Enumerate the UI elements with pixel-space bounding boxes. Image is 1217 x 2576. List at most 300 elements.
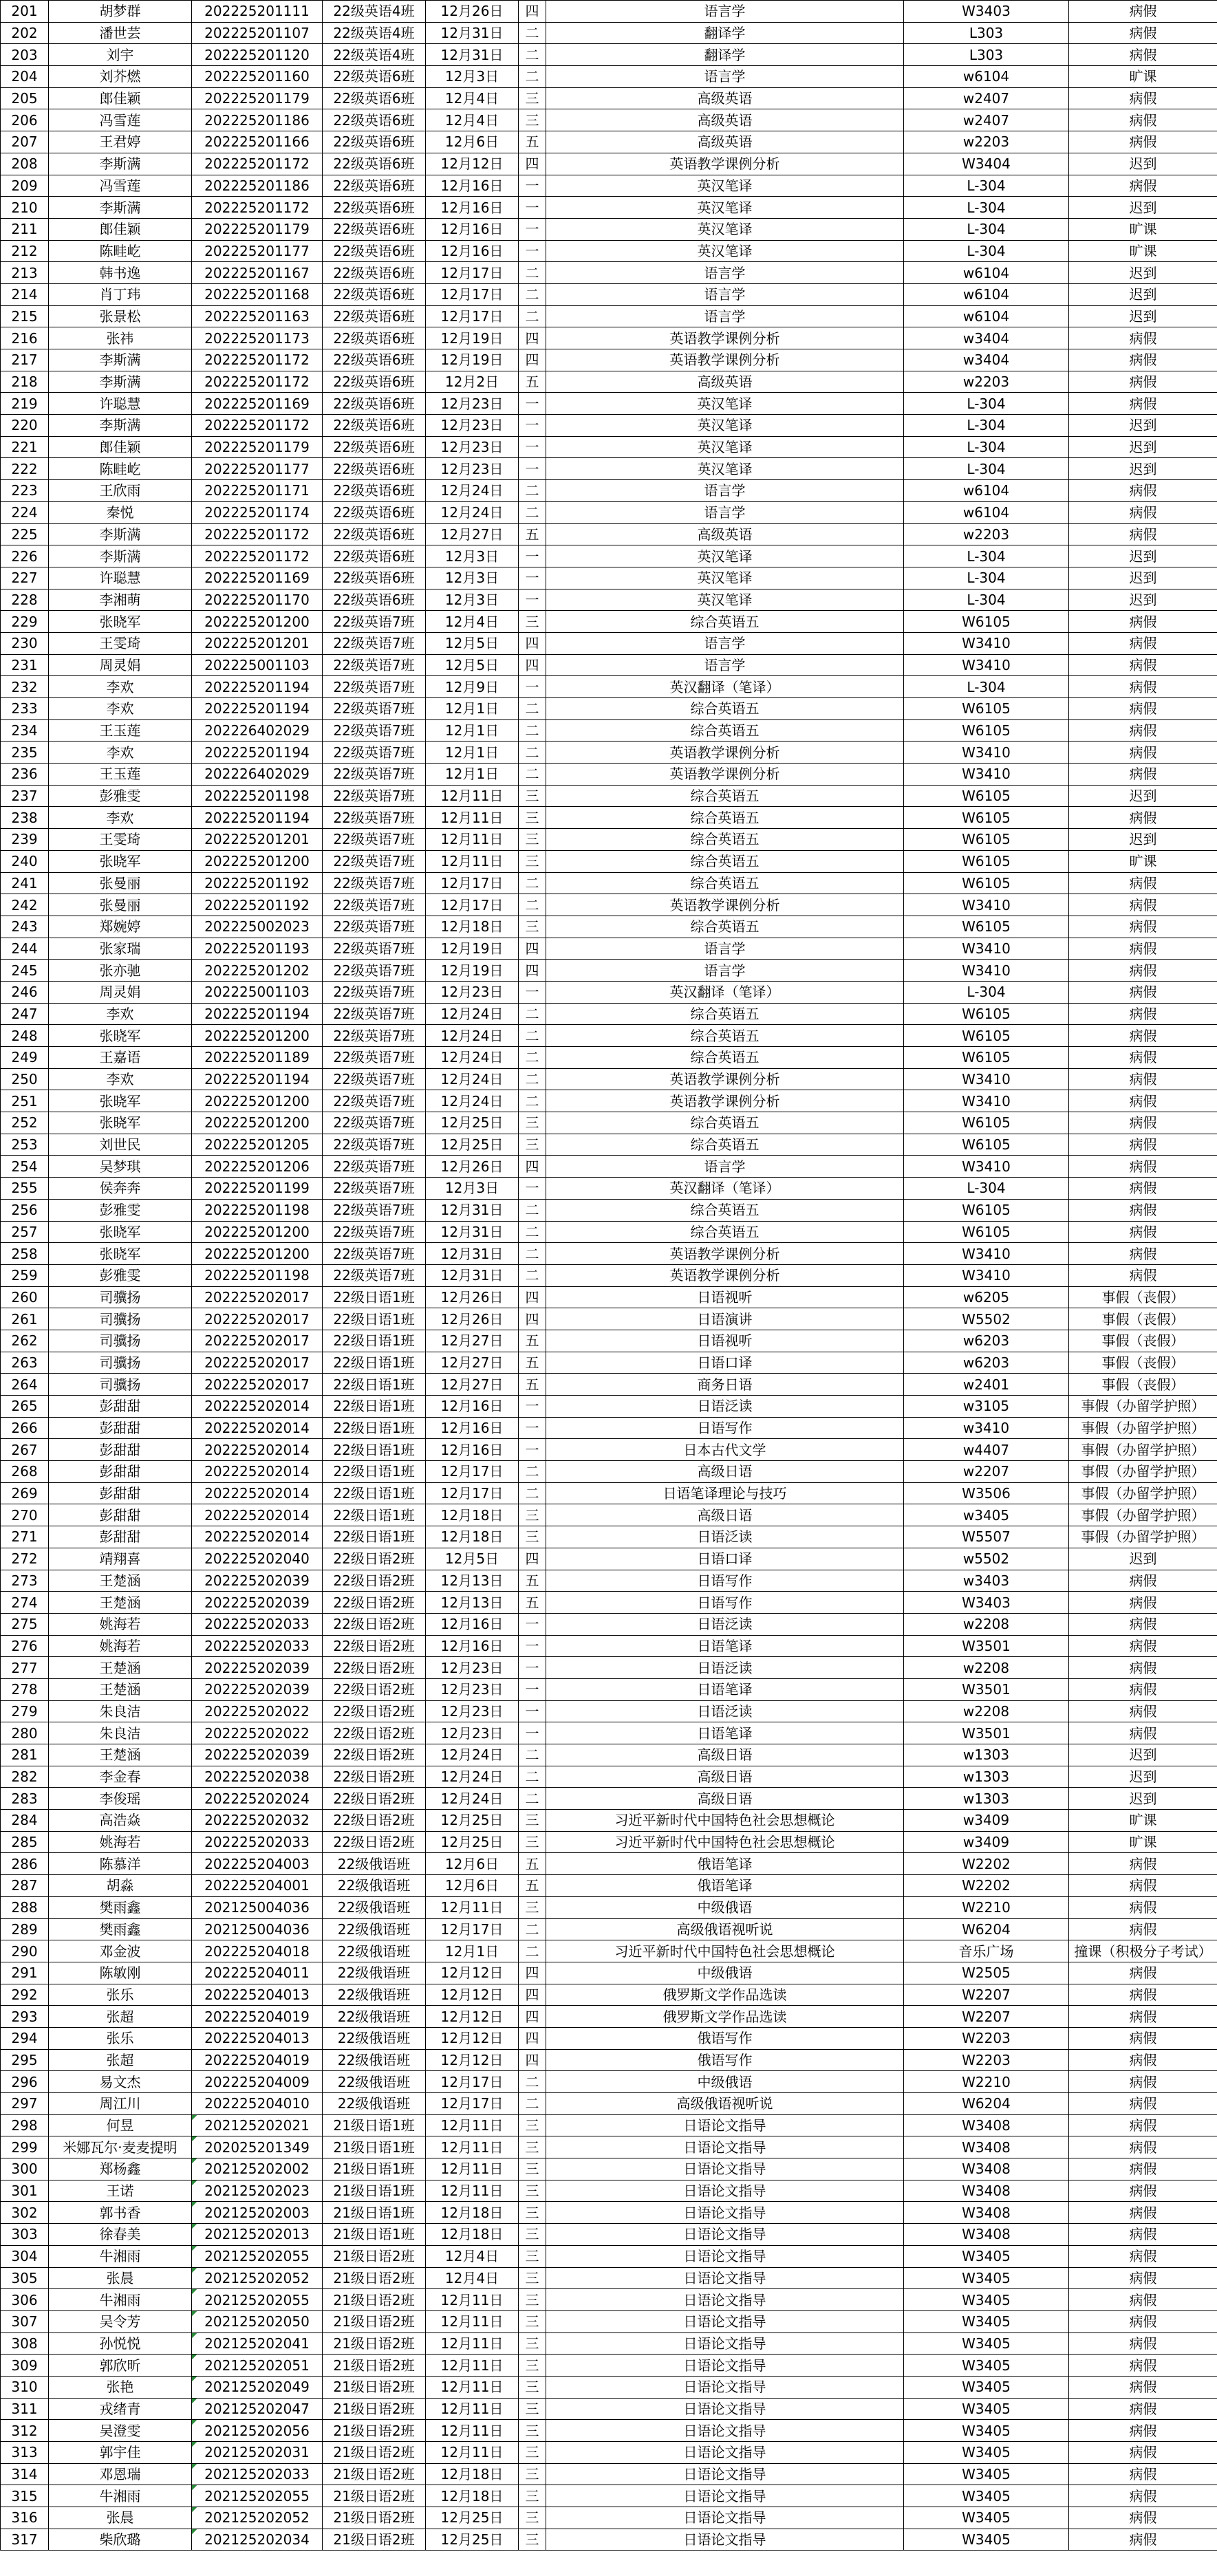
student-name[interactable]: 韩书逸 xyxy=(49,262,192,284)
weekday[interactable]: 二 xyxy=(519,872,546,894)
absence-type[interactable]: 病假 xyxy=(1069,2463,1217,2485)
row-number[interactable]: 271 xyxy=(1,1526,49,1548)
course-name[interactable]: 高级日语 xyxy=(546,1461,904,1483)
weekday[interactable]: 三 xyxy=(519,2442,546,2464)
absence-date[interactable]: 12月24日 xyxy=(426,480,519,502)
weekday[interactable]: 三 xyxy=(519,2485,546,2507)
student-id[interactable]: 202225201198 xyxy=(192,1199,323,1221)
row-number[interactable]: 215 xyxy=(1,305,49,327)
student-id[interactable]: 202225201198 xyxy=(192,1264,323,1286)
course-name[interactable]: 日语论文指导 xyxy=(546,2333,904,2355)
absence-date[interactable]: 12月2日 xyxy=(426,371,519,393)
absence-type[interactable]: 病假 xyxy=(1069,2529,1217,2551)
class-name[interactable]: 22级俄语班 xyxy=(323,1875,426,1897)
student-id[interactable]: 202125004036 xyxy=(192,1918,323,1940)
student-id[interactable]: 202225202039 xyxy=(192,1744,323,1766)
student-id[interactable]: 202125202034 xyxy=(192,2529,323,2551)
class-name[interactable]: 22级日语2班 xyxy=(323,1766,426,1788)
student-id[interactable]: 202225201177 xyxy=(192,240,323,262)
course-name[interactable]: 英汉翻译（笔译） xyxy=(546,1178,904,1200)
classroom[interactable]: w3105 xyxy=(904,1396,1069,1418)
absence-type[interactable]: 病假 xyxy=(1069,2376,1217,2398)
absence-date[interactable]: 12月31日 xyxy=(426,1221,519,1243)
row-number[interactable]: 245 xyxy=(1,960,49,982)
student-id[interactable]: 202225202014 xyxy=(192,1461,323,1483)
weekday[interactable]: 四 xyxy=(519,632,546,654)
student-id[interactable]: 202125202052 xyxy=(192,2507,323,2529)
absence-type[interactable]: 迟到 xyxy=(1069,1744,1217,1766)
student-id[interactable]: 202225204001 xyxy=(192,1875,323,1897)
classroom[interactable]: W3405 xyxy=(904,2463,1069,2485)
course-name[interactable]: 英语教学课例分析 xyxy=(546,742,904,764)
row-number[interactable]: 212 xyxy=(1,240,49,262)
absence-type[interactable]: 病假 xyxy=(1069,2333,1217,2355)
classroom[interactable]: w3405 xyxy=(904,1504,1069,1526)
absence-type[interactable]: 病假 xyxy=(1069,742,1217,764)
absence-date[interactable]: 12月6日 xyxy=(426,1875,519,1897)
student-name[interactable]: 靖翔喜 xyxy=(49,1548,192,1570)
student-id[interactable]: 202225204018 xyxy=(192,1940,323,1962)
student-name[interactable]: 许聪慧 xyxy=(49,393,192,415)
student-id[interactable]: 202225201194 xyxy=(192,698,323,720)
absence-date[interactable]: 12月9日 xyxy=(426,676,519,698)
absence-date[interactable]: 12月4日 xyxy=(426,2245,519,2267)
absence-type[interactable]: 病假 xyxy=(1069,2245,1217,2267)
course-name[interactable]: 英汉笔译 xyxy=(546,218,904,240)
absence-date[interactable]: 12月11日 xyxy=(426,850,519,872)
student-id[interactable]: 202225201186 xyxy=(192,109,323,131)
weekday[interactable]: 三 xyxy=(519,850,546,872)
student-name[interactable]: 张乐 xyxy=(49,2027,192,2049)
absence-date[interactable]: 12月11日 xyxy=(426,2180,519,2202)
weekday[interactable]: 二 xyxy=(519,1788,546,1810)
absence-type[interactable]: 病假 xyxy=(1069,393,1217,415)
absence-date[interactable]: 12月27日 xyxy=(426,1330,519,1352)
class-name[interactable]: 22级日语1班 xyxy=(323,1439,426,1461)
student-name[interactable]: 彭甜甜 xyxy=(49,1461,192,1483)
weekday[interactable]: 一 xyxy=(519,1613,546,1635)
class-name[interactable]: 22级俄语班 xyxy=(323,1940,426,1962)
student-name[interactable]: 孙悦悦 xyxy=(49,2333,192,2355)
absence-type[interactable]: 病假 xyxy=(1069,632,1217,654)
row-number[interactable]: 266 xyxy=(1,1417,49,1439)
class-name[interactable]: 22级俄语班 xyxy=(323,2049,426,2071)
row-number[interactable]: 224 xyxy=(1,501,49,523)
student-name[interactable]: 郎佳颖 xyxy=(49,87,192,109)
classroom[interactable]: W3405 xyxy=(904,2485,1069,2507)
absence-type[interactable]: 病假 xyxy=(1069,1068,1217,1090)
student-id[interactable]: 202225201194 xyxy=(192,1003,323,1025)
classroom[interactable]: L-304 xyxy=(904,458,1069,480)
student-name[interactable]: 王嘉语 xyxy=(49,1047,192,1069)
classroom[interactable]: W2207 xyxy=(904,2006,1069,2028)
student-id[interactable]: 202225202014 xyxy=(192,1482,323,1504)
class-name[interactable]: 22级英语7班 xyxy=(323,1178,426,1200)
student-name[interactable]: 张晓军 xyxy=(49,1090,192,1112)
class-name[interactable]: 21级日语2班 xyxy=(323,2267,426,2289)
course-name[interactable]: 英语教学课例分析 xyxy=(546,327,904,349)
classroom[interactable]: W6204 xyxy=(904,1918,1069,1940)
absence-date[interactable]: 12月16日 xyxy=(426,240,519,262)
row-number[interactable]: 298 xyxy=(1,2114,49,2136)
absence-date[interactable]: 12月17日 xyxy=(426,1461,519,1483)
student-id[interactable]: 202225201200 xyxy=(192,1025,323,1047)
classroom[interactable]: W3408 xyxy=(904,2136,1069,2158)
weekday[interactable]: 四 xyxy=(519,1962,546,1984)
student-id[interactable]: 202225201194 xyxy=(192,742,323,764)
student-id[interactable]: 202125202049 xyxy=(192,2376,323,2398)
classroom[interactable]: W2202 xyxy=(904,1853,1069,1875)
row-number[interactable]: 305 xyxy=(1,2267,49,2289)
absence-type[interactable]: 事假（办留学护照） xyxy=(1069,1482,1217,1504)
class-name[interactable]: 22级英语7班 xyxy=(323,611,426,633)
class-name[interactable]: 21级日语2班 xyxy=(323,2289,426,2311)
student-id[interactable]: 202225201120 xyxy=(192,44,323,66)
classroom[interactable]: W6105 xyxy=(904,611,1069,633)
student-name[interactable]: 牛湘雨 xyxy=(49,2485,192,2507)
absence-date[interactable]: 12月31日 xyxy=(426,22,519,44)
classroom[interactable]: w3409 xyxy=(904,1831,1069,1853)
absence-date[interactable]: 12月16日 xyxy=(426,1439,519,1461)
student-name[interactable]: 戎绪青 xyxy=(49,2398,192,2420)
class-name[interactable]: 21级日语1班 xyxy=(323,2114,426,2136)
classroom[interactable]: W3404 xyxy=(904,153,1069,175)
classroom[interactable]: L303 xyxy=(904,44,1069,66)
weekday[interactable]: 一 xyxy=(519,589,546,611)
classroom[interactable]: W3410 xyxy=(904,632,1069,654)
course-name[interactable]: 日语论文指导 xyxy=(546,2114,904,2136)
absence-date[interactable]: 12月25日 xyxy=(426,2507,519,2529)
student-name[interactable]: 潘世芸 xyxy=(49,22,192,44)
class-name[interactable]: 22级英语7班 xyxy=(323,1156,426,1178)
classroom[interactable]: W2210 xyxy=(904,2071,1069,2093)
course-name[interactable]: 英汉翻译（笔译） xyxy=(546,981,904,1003)
row-number[interactable]: 261 xyxy=(1,1308,49,1330)
row-number[interactable]: 267 xyxy=(1,1439,49,1461)
weekday[interactable]: 二 xyxy=(519,1264,546,1286)
absence-type[interactable]: 迟到 xyxy=(1069,829,1217,851)
absence-date[interactable]: 12月24日 xyxy=(426,1025,519,1047)
absence-date[interactable]: 12月27日 xyxy=(426,523,519,545)
absence-date[interactable]: 12月19日 xyxy=(426,938,519,960)
row-number[interactable]: 281 xyxy=(1,1744,49,1766)
row-number[interactable]: 306 xyxy=(1,2289,49,2311)
weekday[interactable]: 一 xyxy=(519,1700,546,1722)
classroom[interactable]: W3501 xyxy=(904,1635,1069,1657)
weekday[interactable]: 三 xyxy=(519,2267,546,2289)
classroom[interactable]: L-304 xyxy=(904,240,1069,262)
course-name[interactable]: 日语论文指导 xyxy=(546,2355,904,2377)
student-name[interactable]: 吴梦琪 xyxy=(49,1156,192,1178)
student-name[interactable]: 李金春 xyxy=(49,1766,192,1788)
classroom[interactable]: L-304 xyxy=(904,436,1069,458)
course-name[interactable]: 日语论文指导 xyxy=(546,2158,904,2180)
student-name[interactable]: 米娜瓦尔·麦麦提明 xyxy=(49,2136,192,2158)
class-name[interactable]: 22级日语2班 xyxy=(323,1657,426,1679)
weekday[interactable]: 四 xyxy=(519,153,546,175)
absence-date[interactable]: 12月12日 xyxy=(426,1962,519,1984)
class-name[interactable]: 22级日语1班 xyxy=(323,1482,426,1504)
student-id[interactable]: 202225201200 xyxy=(192,1243,323,1265)
absence-date[interactable]: 12月16日 xyxy=(426,175,519,197)
course-name[interactable]: 语言学 xyxy=(546,1,904,23)
classroom[interactable]: W3405 xyxy=(904,2442,1069,2464)
absence-date[interactable]: 12月26日 xyxy=(426,1308,519,1330)
class-name[interactable]: 22级日语1班 xyxy=(323,1352,426,1374)
weekday[interactable]: 三 xyxy=(519,2463,546,2485)
course-name[interactable]: 英汉笔译 xyxy=(546,393,904,415)
student-name[interactable]: 李欢 xyxy=(49,807,192,829)
absence-type[interactable]: 病假 xyxy=(1069,371,1217,393)
absence-type[interactable]: 病假 xyxy=(1069,349,1217,371)
absence-date[interactable]: 12月3日 xyxy=(426,589,519,611)
course-name[interactable]: 综合英语五 xyxy=(546,872,904,894)
student-id[interactable]: 202225204013 xyxy=(192,1984,323,2006)
classroom[interactable]: w3404 xyxy=(904,327,1069,349)
classroom[interactable]: L-304 xyxy=(904,567,1069,589)
student-id[interactable]: 202225202038 xyxy=(192,1766,323,1788)
row-number[interactable]: 291 xyxy=(1,1962,49,1984)
classroom[interactable]: W6105 xyxy=(904,698,1069,720)
absence-date[interactable]: 12月11日 xyxy=(426,2398,519,2420)
class-name[interactable]: 22级英语7班 xyxy=(323,1003,426,1025)
classroom[interactable]: W3403 xyxy=(904,1,1069,23)
classroom[interactable]: L-304 xyxy=(904,393,1069,415)
course-name[interactable]: 高级日语 xyxy=(546,1504,904,1526)
student-id[interactable]: 202225202017 xyxy=(192,1286,323,1308)
student-id[interactable]: 202225201200 xyxy=(192,1221,323,1243)
classroom[interactable]: w6203 xyxy=(904,1330,1069,1352)
student-id[interactable]: 202225202017 xyxy=(192,1330,323,1352)
course-name[interactable]: 语言学 xyxy=(546,632,904,654)
classroom[interactable]: w6104 xyxy=(904,501,1069,523)
student-id[interactable]: 202225201201 xyxy=(192,632,323,654)
student-id[interactable]: 202225201200 xyxy=(192,850,323,872)
absence-date[interactable]: 12月4日 xyxy=(426,611,519,633)
row-number[interactable]: 283 xyxy=(1,1788,49,1810)
class-name[interactable]: 22级英语6班 xyxy=(323,283,426,305)
weekday[interactable]: 一 xyxy=(519,218,546,240)
absence-type[interactable]: 事假（办留学护照） xyxy=(1069,1526,1217,1548)
row-number[interactable]: 227 xyxy=(1,567,49,589)
class-name[interactable]: 22级英语7班 xyxy=(323,981,426,1003)
absence-type[interactable]: 病假 xyxy=(1069,676,1217,698)
student-name[interactable]: 王雯琦 xyxy=(49,829,192,851)
student-name[interactable]: 何昱 xyxy=(49,2114,192,2136)
course-name[interactable]: 综合英语五 xyxy=(546,807,904,829)
absence-type[interactable]: 迟到 xyxy=(1069,305,1217,327)
student-id[interactable]: 202225201179 xyxy=(192,87,323,109)
weekday[interactable]: 三 xyxy=(519,2136,546,2158)
course-name[interactable]: 日语视听 xyxy=(546,1330,904,1352)
row-number[interactable]: 315 xyxy=(1,2485,49,2507)
student-name[interactable]: 郎佳颖 xyxy=(49,218,192,240)
classroom[interactable]: w6104 xyxy=(904,480,1069,502)
student-id[interactable]: 202125202055 xyxy=(192,2289,323,2311)
student-name[interactable]: 刘世民 xyxy=(49,1134,192,1156)
classroom[interactable]: W3405 xyxy=(904,2245,1069,2267)
student-id[interactable]: 202225201205 xyxy=(192,1134,323,1156)
class-name[interactable]: 22级英语6班 xyxy=(323,415,426,437)
absence-type[interactable]: 病假 xyxy=(1069,2355,1217,2377)
class-name[interactable]: 22级日语2班 xyxy=(323,1831,426,1853)
student-name[interactable]: 张景松 xyxy=(49,305,192,327)
classroom[interactable]: W2202 xyxy=(904,1875,1069,1897)
row-number[interactable]: 284 xyxy=(1,1810,49,1832)
row-number[interactable]: 238 xyxy=(1,807,49,829)
absence-type[interactable]: 病假 xyxy=(1069,1984,1217,2006)
absence-date[interactable]: 12月18日 xyxy=(426,1526,519,1548)
course-name[interactable]: 语言学 xyxy=(546,1156,904,1178)
weekday[interactable]: 二 xyxy=(519,764,546,786)
student-id[interactable]: 202225202022 xyxy=(192,1722,323,1744)
absence-type[interactable]: 迟到 xyxy=(1069,1766,1217,1788)
weekday[interactable]: 二 xyxy=(519,1744,546,1766)
classroom[interactable]: L-304 xyxy=(904,218,1069,240)
student-name[interactable]: 刘宇 xyxy=(49,44,192,66)
student-id[interactable]: 202225201172 xyxy=(192,523,323,545)
absence-date[interactable]: 12月25日 xyxy=(426,1134,519,1156)
weekday[interactable]: 三 xyxy=(519,1112,546,1134)
row-number[interactable]: 230 xyxy=(1,632,49,654)
student-name[interactable]: 张晓军 xyxy=(49,1025,192,1047)
classroom[interactable]: W3405 xyxy=(904,2267,1069,2289)
weekday[interactable]: 二 xyxy=(519,1090,546,1112)
course-name[interactable]: 英汉笔译 xyxy=(546,197,904,219)
student-name[interactable]: 王楚涵 xyxy=(49,1570,192,1592)
row-number[interactable]: 300 xyxy=(1,2158,49,2180)
course-name[interactable]: 高级英语 xyxy=(546,87,904,109)
course-name[interactable]: 综合英语五 xyxy=(546,1003,904,1025)
row-number[interactable]: 286 xyxy=(1,1853,49,1875)
row-number[interactable]: 226 xyxy=(1,545,49,567)
class-name[interactable]: 22级日语2班 xyxy=(323,1635,426,1657)
course-name[interactable]: 综合英语五 xyxy=(546,1047,904,1069)
absence-date[interactable]: 12月12日 xyxy=(426,153,519,175)
weekday[interactable]: 三 xyxy=(519,2289,546,2311)
row-number[interactable]: 251 xyxy=(1,1090,49,1112)
absence-type[interactable]: 病假 xyxy=(1069,1962,1217,1984)
course-name[interactable]: 英汉笔译 xyxy=(546,545,904,567)
class-name[interactable]: 22级英语6班 xyxy=(323,305,426,327)
absence-type[interactable]: 病假 xyxy=(1069,2180,1217,2202)
class-name[interactable]: 21级日语1班 xyxy=(323,2180,426,2202)
classroom[interactable]: w6203 xyxy=(904,1352,1069,1374)
absence-date[interactable]: 12月26日 xyxy=(426,1,519,23)
student-id[interactable]: 202225202039 xyxy=(192,1678,323,1700)
weekday[interactable]: 二 xyxy=(519,698,546,720)
absence-date[interactable]: 12月4日 xyxy=(426,2267,519,2289)
student-name[interactable]: 张晓军 xyxy=(49,850,192,872)
row-number[interactable]: 287 xyxy=(1,1875,49,1897)
absence-date[interactable]: 12月11日 xyxy=(426,2289,519,2311)
row-number[interactable]: 201 xyxy=(1,1,49,23)
absence-type[interactable]: 事假（办留学护照） xyxy=(1069,1439,1217,1461)
student-name[interactable]: 胡淼 xyxy=(49,1875,192,1897)
student-name[interactable]: 张晨 xyxy=(49,2267,192,2289)
student-id[interactable]: 202125202050 xyxy=(192,2310,323,2333)
absence-type[interactable]: 旷课 xyxy=(1069,240,1217,262)
absence-type[interactable]: 迟到 xyxy=(1069,415,1217,437)
student-name[interactable]: 姚海若 xyxy=(49,1635,192,1657)
student-name[interactable]: 李斯满 xyxy=(49,349,192,371)
row-number[interactable]: 255 xyxy=(1,1178,49,1200)
weekday[interactable]: 二 xyxy=(519,2093,546,2115)
row-number[interactable]: 293 xyxy=(1,2006,49,2028)
absence-type[interactable]: 旷课 xyxy=(1069,218,1217,240)
class-name[interactable]: 22级英语6班 xyxy=(323,262,426,284)
classroom[interactable]: W6105 xyxy=(904,807,1069,829)
absence-type[interactable]: 病假 xyxy=(1069,1918,1217,1940)
classroom[interactable]: W3408 xyxy=(904,2202,1069,2224)
weekday[interactable]: 二 xyxy=(519,1003,546,1025)
classroom[interactable]: w2203 xyxy=(904,131,1069,153)
classroom[interactable]: w4407 xyxy=(904,1439,1069,1461)
absence-type[interactable]: 事假（丧假） xyxy=(1069,1352,1217,1374)
classroom[interactable]: W3410 xyxy=(904,1068,1069,1090)
student-name[interactable]: 张超 xyxy=(49,2049,192,2071)
absence-date[interactable]: 12月17日 xyxy=(426,305,519,327)
row-number[interactable]: 229 xyxy=(1,611,49,633)
absence-type[interactable]: 病假 xyxy=(1069,1134,1217,1156)
classroom[interactable]: w2208 xyxy=(904,1657,1069,1679)
row-number[interactable]: 243 xyxy=(1,916,49,938)
student-id[interactable]: 202125202031 xyxy=(192,2442,323,2464)
course-name[interactable]: 翻译学 xyxy=(546,22,904,44)
student-name[interactable]: 周灵娟 xyxy=(49,654,192,676)
student-id[interactable]: 202225201194 xyxy=(192,807,323,829)
student-name[interactable]: 王君婷 xyxy=(49,131,192,153)
weekday[interactable]: 三 xyxy=(519,2398,546,2420)
student-name[interactable]: 李欢 xyxy=(49,698,192,720)
weekday[interactable]: 一 xyxy=(519,393,546,415)
class-name[interactable]: 22级英语6班 xyxy=(323,458,426,480)
row-number[interactable]: 265 xyxy=(1,1396,49,1418)
classroom[interactable]: W3405 xyxy=(904,2376,1069,2398)
weekday[interactable]: 一 xyxy=(519,240,546,262)
class-name[interactable]: 22级日语2班 xyxy=(323,1744,426,1766)
class-name[interactable]: 22级英语6班 xyxy=(323,153,426,175)
course-name[interactable]: 日语论文指导 xyxy=(546,2420,904,2442)
classroom[interactable]: W5502 xyxy=(904,1308,1069,1330)
row-number[interactable]: 211 xyxy=(1,218,49,240)
absence-type[interactable]: 病假 xyxy=(1069,1853,1217,1875)
course-name[interactable]: 英汉笔译 xyxy=(546,567,904,589)
classroom[interactable]: W6105 xyxy=(904,1134,1069,1156)
class-name[interactable]: 22级英语6班 xyxy=(323,240,426,262)
course-name[interactable]: 综合英语五 xyxy=(546,698,904,720)
class-name[interactable]: 22级英语6班 xyxy=(323,349,426,371)
class-name[interactable]: 22级日语2班 xyxy=(323,1700,426,1722)
absence-type[interactable]: 迟到 xyxy=(1069,545,1217,567)
student-name[interactable]: 徐春美 xyxy=(49,2224,192,2246)
weekday[interactable]: 四 xyxy=(519,349,546,371)
student-id[interactable]: 202125202051 xyxy=(192,2355,323,2377)
absence-type[interactable]: 病假 xyxy=(1069,1592,1217,1614)
course-name[interactable]: 日语论文指导 xyxy=(546,2442,904,2464)
absence-type[interactable]: 病假 xyxy=(1069,1722,1217,1744)
student-id[interactable]: 202225201177 xyxy=(192,458,323,480)
weekday[interactable]: 二 xyxy=(519,742,546,764)
class-name[interactable]: 21级日语1班 xyxy=(323,2136,426,2158)
student-name[interactable]: 吴澄雯 xyxy=(49,2420,192,2442)
absence-type[interactable]: 病假 xyxy=(1069,2442,1217,2464)
student-name[interactable]: 张家瑞 xyxy=(49,938,192,960)
row-number[interactable]: 259 xyxy=(1,1264,49,1286)
class-name[interactable]: 22级英语6班 xyxy=(323,545,426,567)
absence-date[interactable]: 12月23日 xyxy=(426,1700,519,1722)
course-name[interactable]: 综合英语五 xyxy=(546,916,904,938)
